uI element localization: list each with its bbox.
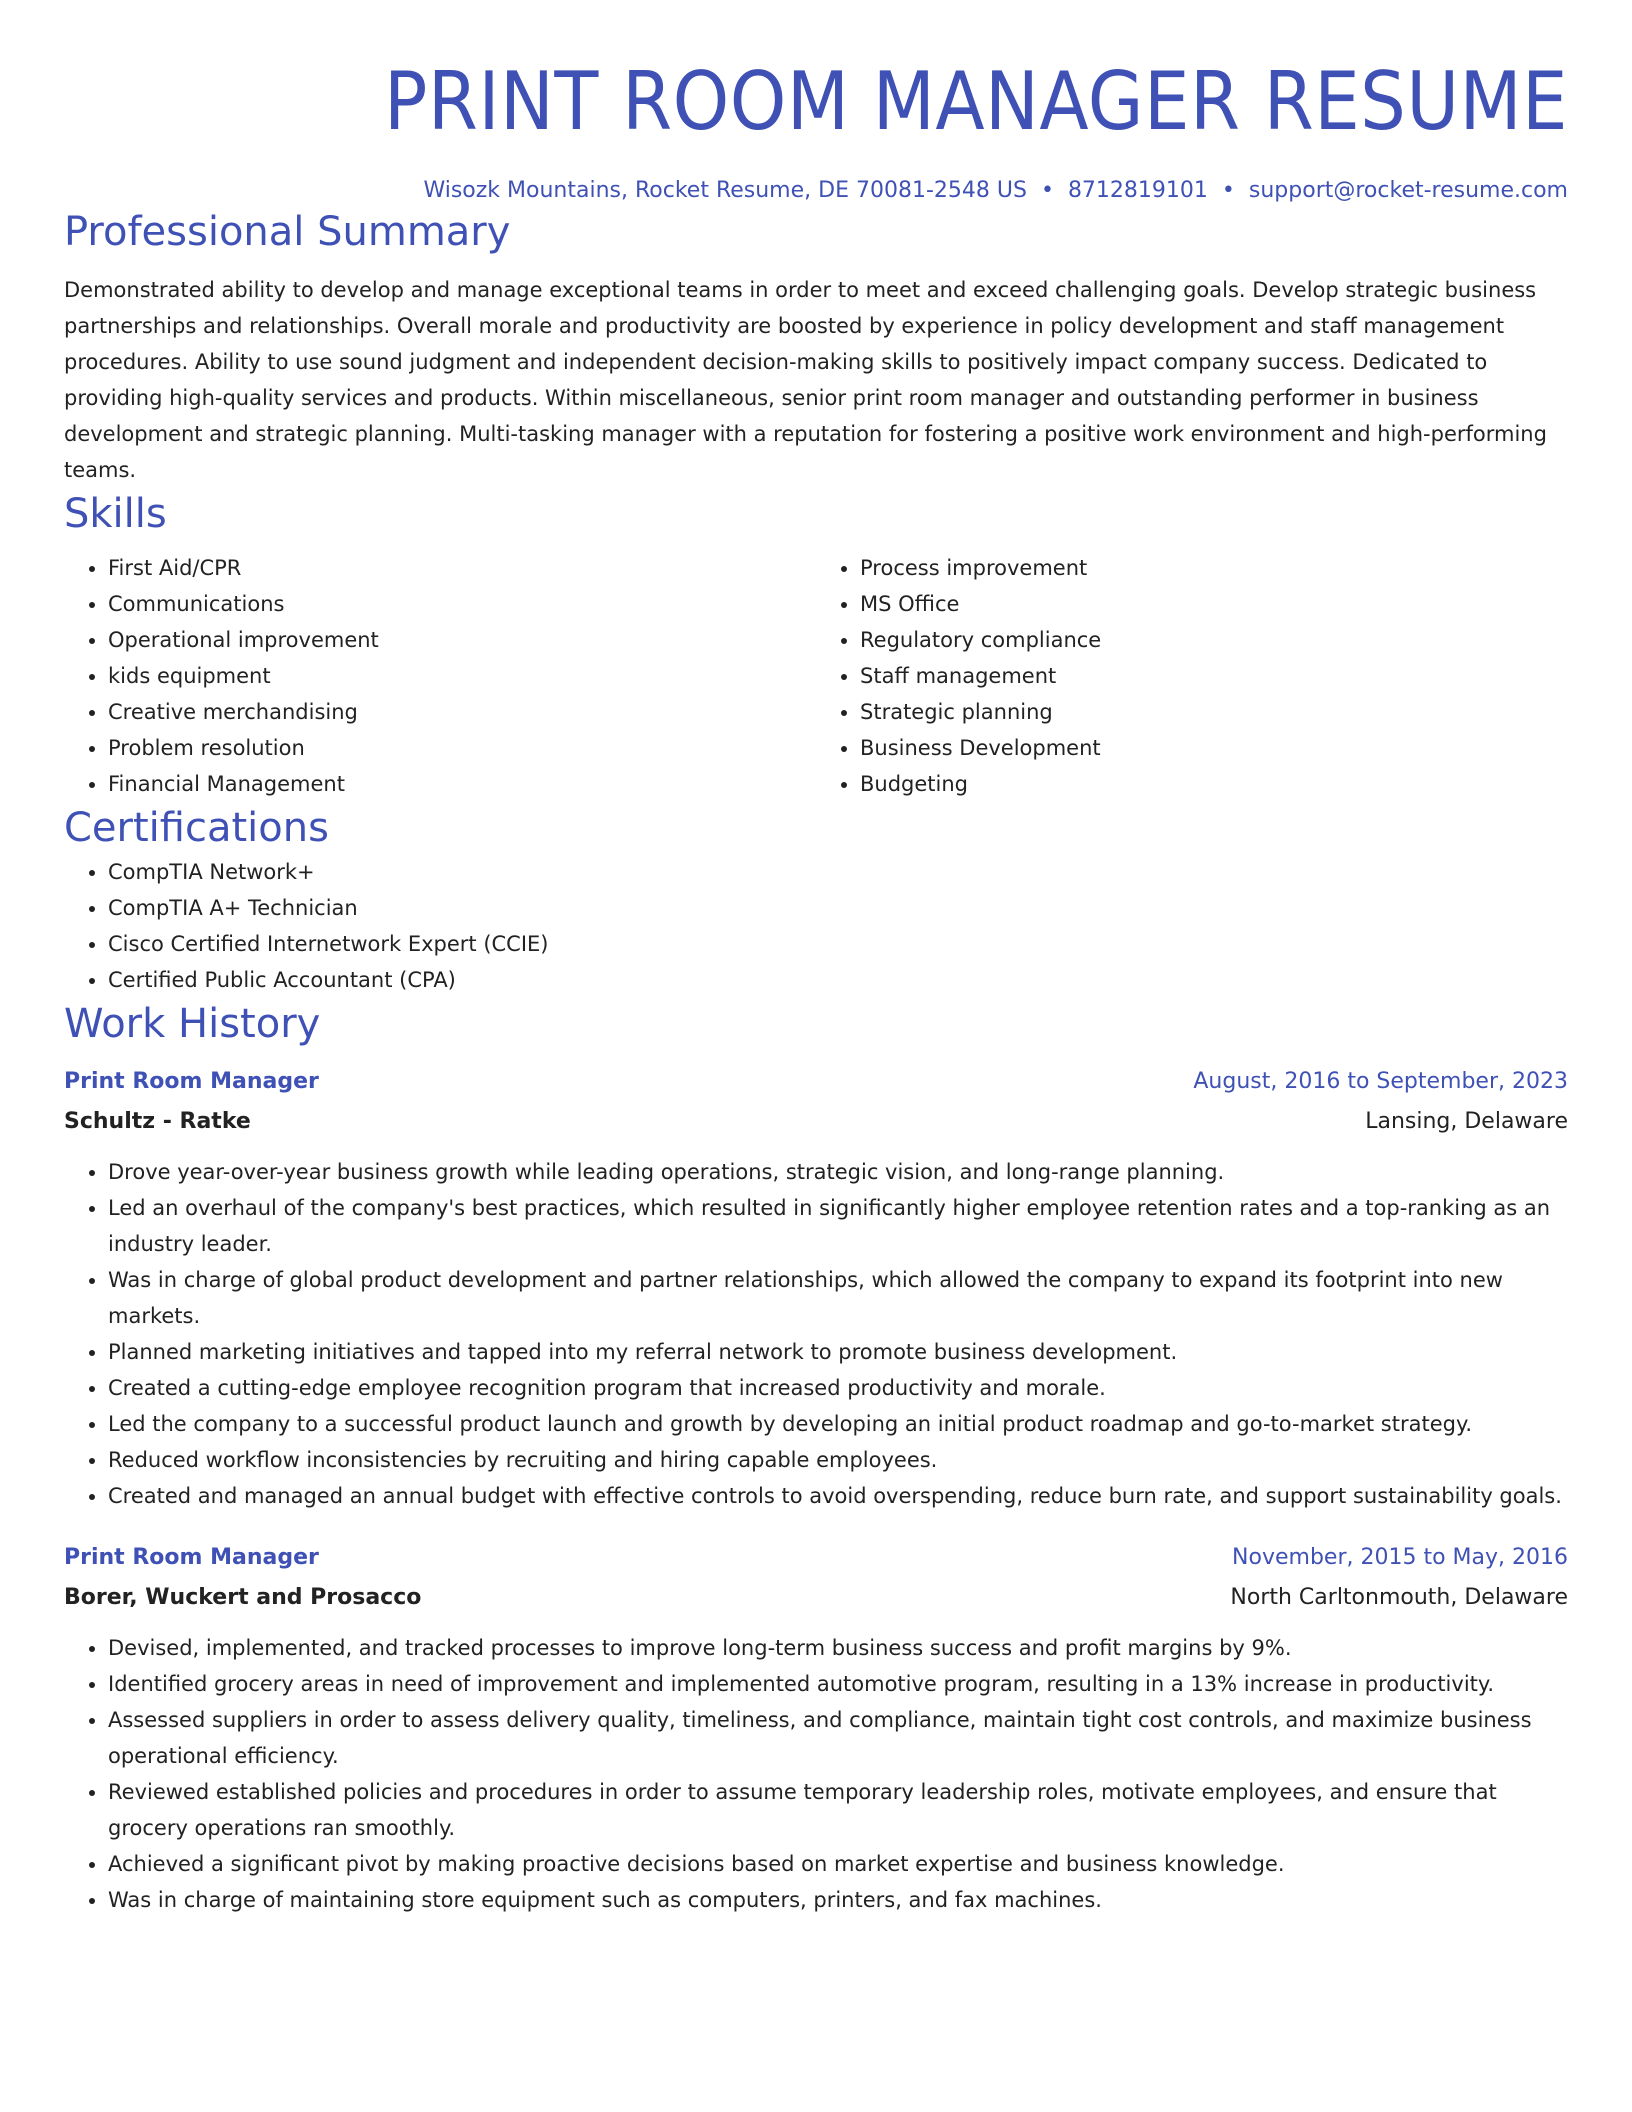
skills-columns	[64, 550, 1568, 802]
skill-item: • Process improvement	[860, 550, 1568, 586]
certifications-list	[64, 854, 1568, 998]
certification-item: • Cisco Certified Internetwork Expert (CCIE)	[108, 926, 1568, 962]
job-bullet: • Was in charge of global product development and partner relationships, which allowed the company to expand its footprint into new markets.	[108, 1262, 1568, 1334]
skill-item: • Regulatory compliance	[860, 622, 1568, 658]
job-location: North Carltonmouth, Delaware	[1230, 1585, 1568, 1610]
job-header	[64, 1540, 1568, 1576]
job-bullet: • Led an overhaul of the company's best practices, which resulted in significantly higher employee retention rates and a top-ranking as an industry leader.	[108, 1190, 1568, 1262]
skill-item: • Financial Management	[108, 766, 816, 802]
skill-item: • Business Development	[860, 730, 1568, 766]
skill-item: • Creative merchandising	[108, 694, 816, 730]
job-bullet: • Identified grocery areas in need of improvement and implemented automotive program, resulting in a 13% increase in productivity.	[108, 1666, 1568, 1702]
skills-list-right	[816, 550, 1568, 802]
summary-text: Demonstrated ability to develop and manage exceptional teams in order to meet and exceed challenging goals. Develop strategic business partnerships and relationships. Overall morale and productivity are boosted by experience in policy development and staff management procedures. Ability to use sound judgment and independent decision-making skills to positively impact company success. Dedicated to providing high-quality services and products. Within miscellaneous, senior print room manager and outstanding performer in business development and strategic planning. Multi-tasking manager with a reputation for fostering a positive work environment and high-performing teams.	[64, 278, 1547, 482]
job-bullet: • Reviewed established policies and procedures in order to assume temporary leadership roles, motivate employees, and ensure that grocery operations ran smoothly.	[108, 1774, 1568, 1846]
contact-email: support@rocket-resume.com	[1248, 178, 1568, 203]
contact-phone: 8712819101	[1067, 178, 1208, 203]
job-subheader	[64, 1580, 1568, 1616]
job-bullets	[64, 1630, 1568, 1918]
skill-item: • Budgeting	[860, 766, 1568, 802]
job-entry	[64, 1540, 1568, 1918]
skill-item: • Strategic planning	[860, 694, 1568, 730]
job-company: Borer, Wuckert and Prosacco	[64, 1585, 422, 1610]
certification-item: • CompTIA A+ Technician	[108, 890, 1568, 926]
skill-item: • MS Office	[860, 586, 1568, 622]
skills-heading: Skills	[64, 491, 167, 537]
job-title: Print Room Manager	[64, 1545, 319, 1570]
job-entry	[64, 1064, 1568, 1514]
job-bullet: • Led the company to a successful product launch and growth by developing an initial product roadmap and go-to-market strategy.	[108, 1406, 1568, 1442]
job-bullet: • Devised, implemented, and tracked processes to improve long-term business success and profit margins by 9%.	[108, 1630, 1568, 1666]
job-dates: August, 2016 to September, 2023	[1193, 1069, 1568, 1094]
skills-list-left	[64, 550, 816, 802]
job-header	[64, 1064, 1568, 1100]
skill-item: • kids equipment	[108, 658, 816, 694]
job-bullets	[64, 1154, 1568, 1514]
job-bullet: • Was in charge of maintaining store equipment such as computers, printers, and fax machines.	[108, 1882, 1568, 1918]
job-bullet: • Reduced workflow inconsistencies by recruiting and hiring capable employees.	[108, 1442, 1568, 1478]
skill-item: • First Aid/CPR	[108, 550, 816, 586]
resume-title: PRINT ROOM MANAGER RESUME	[384, 55, 1568, 148]
contact-line	[64, 176, 1568, 206]
certification-item: • CompTIA Network+	[108, 854, 1568, 890]
job-bullet: • Planned marketing initiatives and tapped into my referral network to promote business development.	[108, 1334, 1568, 1370]
summary-heading: Professional Summary	[64, 209, 511, 255]
job-bullet: • Achieved a significant pivot by making proactive decisions based on market expertise and business knowledge.	[108, 1846, 1568, 1882]
job-bullet: • Drove year-over-year business growth while leading operations, strategic vision, and long-range planning.	[108, 1154, 1568, 1190]
job-location: Lansing, Delaware	[1365, 1109, 1568, 1134]
job-bullet: • Assessed suppliers in order to assess delivery quality, timeliness, and compliance, maintain tight cost controls, and maximize business operational efficiency.	[108, 1702, 1568, 1774]
job-bullet: • Created a cutting-edge employee recognition program that increased productivity and morale.	[108, 1370, 1568, 1406]
certifications-heading: Certifications	[64, 805, 329, 851]
job-subheader	[64, 1104, 1568, 1140]
skill-item: • Communications	[108, 586, 816, 622]
job-bullet: • Created and managed an annual budget with effective controls to avoid overspending, reduce burn rate, and support sustainability goals.	[108, 1478, 1568, 1514]
skill-item: • Problem resolution	[108, 730, 816, 766]
skill-item: • Staff management	[860, 658, 1568, 694]
job-title: Print Room Manager	[64, 1069, 319, 1094]
contact-address: Wisozk Mountains, Rocket Resume, DE 70081-2548 US	[423, 178, 1027, 203]
job-dates: November, 2015 to May, 2016	[1232, 1545, 1568, 1570]
skill-item: • Operational improvement	[108, 622, 816, 658]
job-company: Schultz - Ratke	[64, 1109, 251, 1134]
contact-separator: •	[1040, 178, 1054, 203]
work-history-heading: Work History	[64, 1001, 321, 1047]
certification-item: • Certified Public Accountant (CPA)	[108, 962, 1568, 998]
contact-separator: •	[1221, 178, 1235, 203]
